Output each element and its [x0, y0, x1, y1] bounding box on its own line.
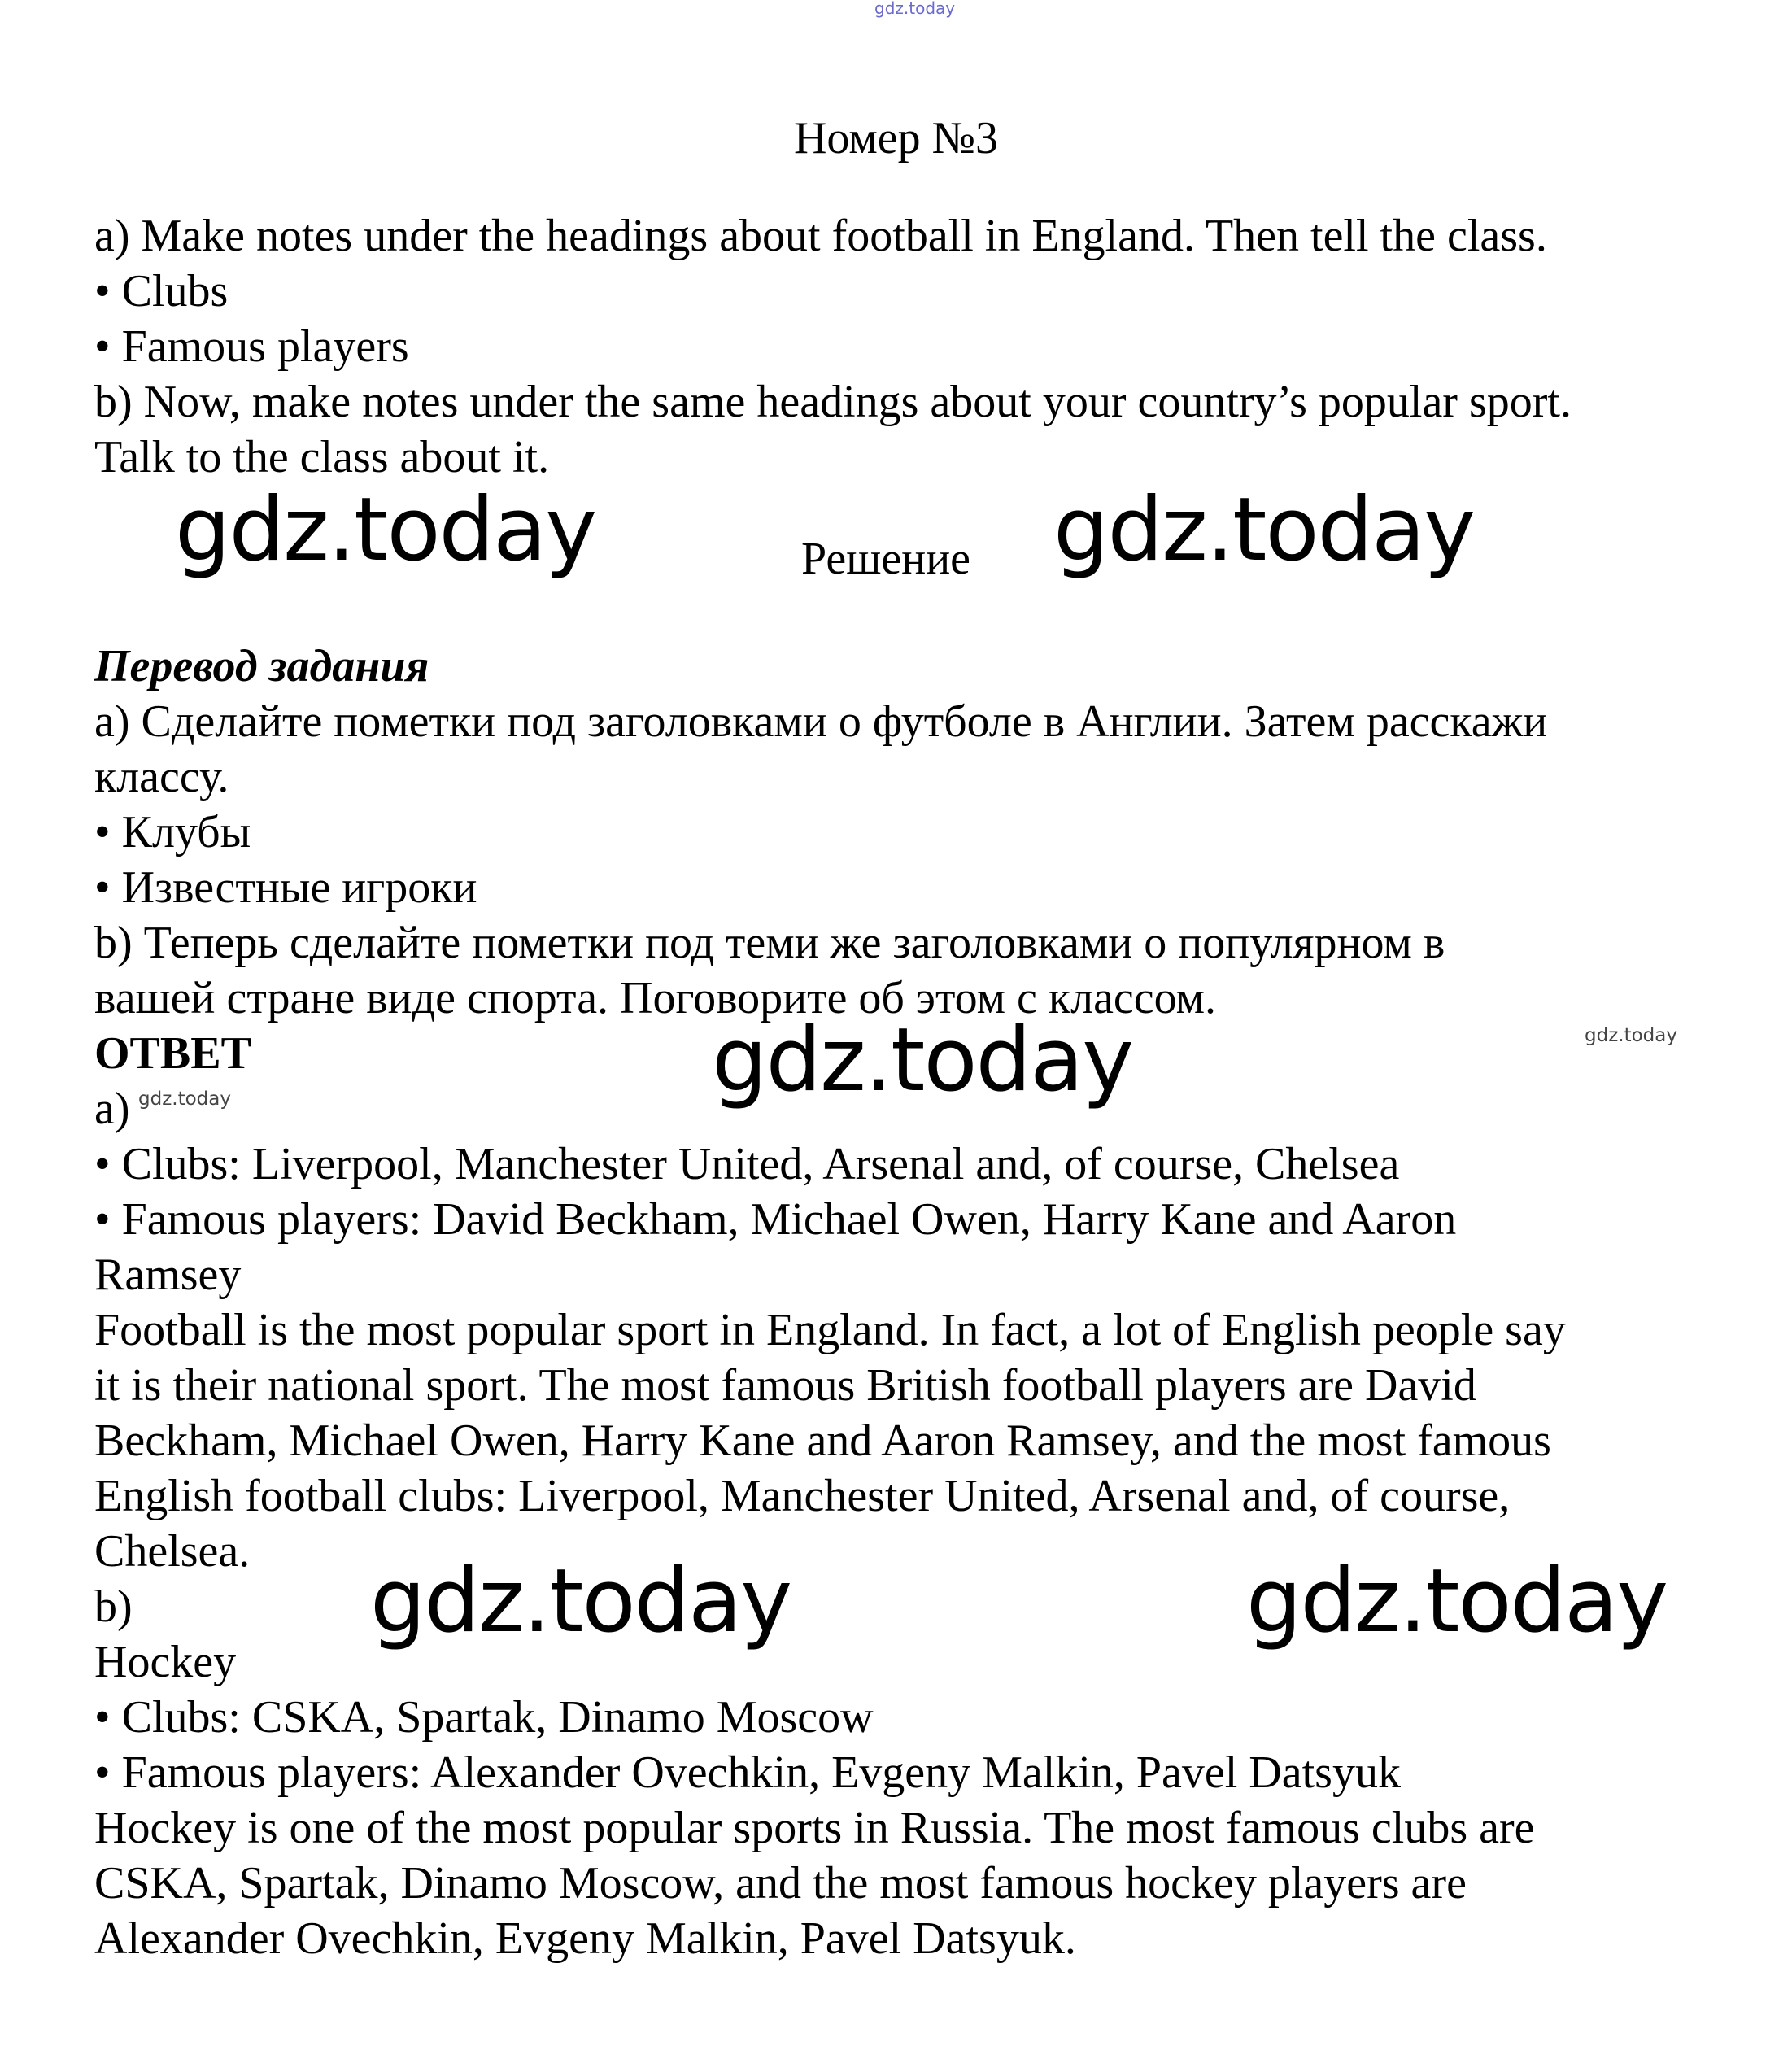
answer-b-clubs: • Clubs: CSKA, Spartak, Dinamo Moscow — [94, 1692, 874, 1743]
translation-bullet-clubs: • Клубы — [94, 807, 251, 857]
answer-a-text-4: English football clubs: Liverpool, Manchester United, Arsenal and, of course, — [94, 1471, 1511, 1521]
answer-heading: ОТВЕТ — [94, 1028, 251, 1079]
task-bullet-players: • Famous players — [94, 321, 409, 372]
watermark-1: gdz.today — [175, 479, 596, 581]
answer-b-text-1: Hockey is one of the most popular sports in Russia. The most famous clubs are — [94, 1803, 1535, 1853]
translation-bullet-players: • Известные игроки — [94, 862, 477, 913]
watermark-small-1: gdz.today — [1585, 1025, 1677, 1046]
watermark-3: gdz.today — [712, 1010, 1133, 1111]
translation-heading: Перевод задания — [94, 641, 429, 691]
answer-a-players-2: Ramsey — [94, 1250, 242, 1300]
answer-b-text-2: CSKA, Spartak, Dinamo Moscow, and the most famous hockey players are — [94, 1858, 1467, 1909]
task-line-b: b) Now, make notes under the same headings about your country’s popular sport. — [94, 377, 1572, 427]
translation-line-a2: классу. — [94, 752, 229, 802]
watermark-small-2: gdz.today — [138, 1088, 231, 1110]
answer-b-label: b) — [94, 1581, 133, 1632]
task-line-b2: Talk to the class about it. — [94, 432, 550, 482]
answer-a-clubs: • Clubs: Liverpool, Manchester United, Arsenal and, of course, Chelsea — [94, 1139, 1400, 1189]
watermark-2: gdz.today — [1053, 479, 1475, 581]
page-title: Номер №3 — [793, 113, 999, 164]
answer-a-text-2: it is their national sport. The most famous British football players are David — [94, 1360, 1476, 1411]
answer-a-text-1: Football is the most popular sport in England. In fact, a lot of English people say — [94, 1305, 1566, 1355]
translation-line-a1: a) Сделайте пометки под заголовками о футболе в Англии. Затем расскажи — [94, 696, 1548, 747]
task-line-a: a) Make notes under the headings about football in England. Then tell the class. — [94, 211, 1547, 261]
watermark-top: gdz.today — [874, 0, 956, 18]
answer-b-players: • Famous players: Alexander Ovechkin, Evgeny Malkin, Pavel Datsyuk — [94, 1747, 1401, 1798]
answer-a-text-3: Beckham, Michael Owen, Harry Kane and Aaron Ramsey, and the most famous — [94, 1416, 1551, 1466]
answer-a-text-5: Chelsea. — [94, 1526, 251, 1577]
answer-b-text-3: Alexander Ovechkin, Evgeny Malkin, Pavel Datsyuk. — [94, 1913, 1076, 1964]
answer-b-sport: Hockey — [94, 1637, 237, 1687]
solution-label: Решение — [801, 534, 971, 584]
answer-a-label: a) — [94, 1084, 130, 1134]
watermark-5: gdz.today — [1246, 1551, 1668, 1652]
watermark-4: gdz.today — [370, 1551, 791, 1652]
translation-line-b2: вашей стране виде спорта. Поговорите об этом с классом. — [94, 973, 1216, 1023]
translation-line-b1: b) Теперь сделайте пометки под теми же заголовками о популярном в — [94, 918, 1445, 968]
answer-a-players-1: • Famous players: David Beckham, Michael Owen, Harry Kane and Aaron — [94, 1194, 1457, 1245]
task-bullet-clubs: • Clubs — [94, 266, 229, 316]
